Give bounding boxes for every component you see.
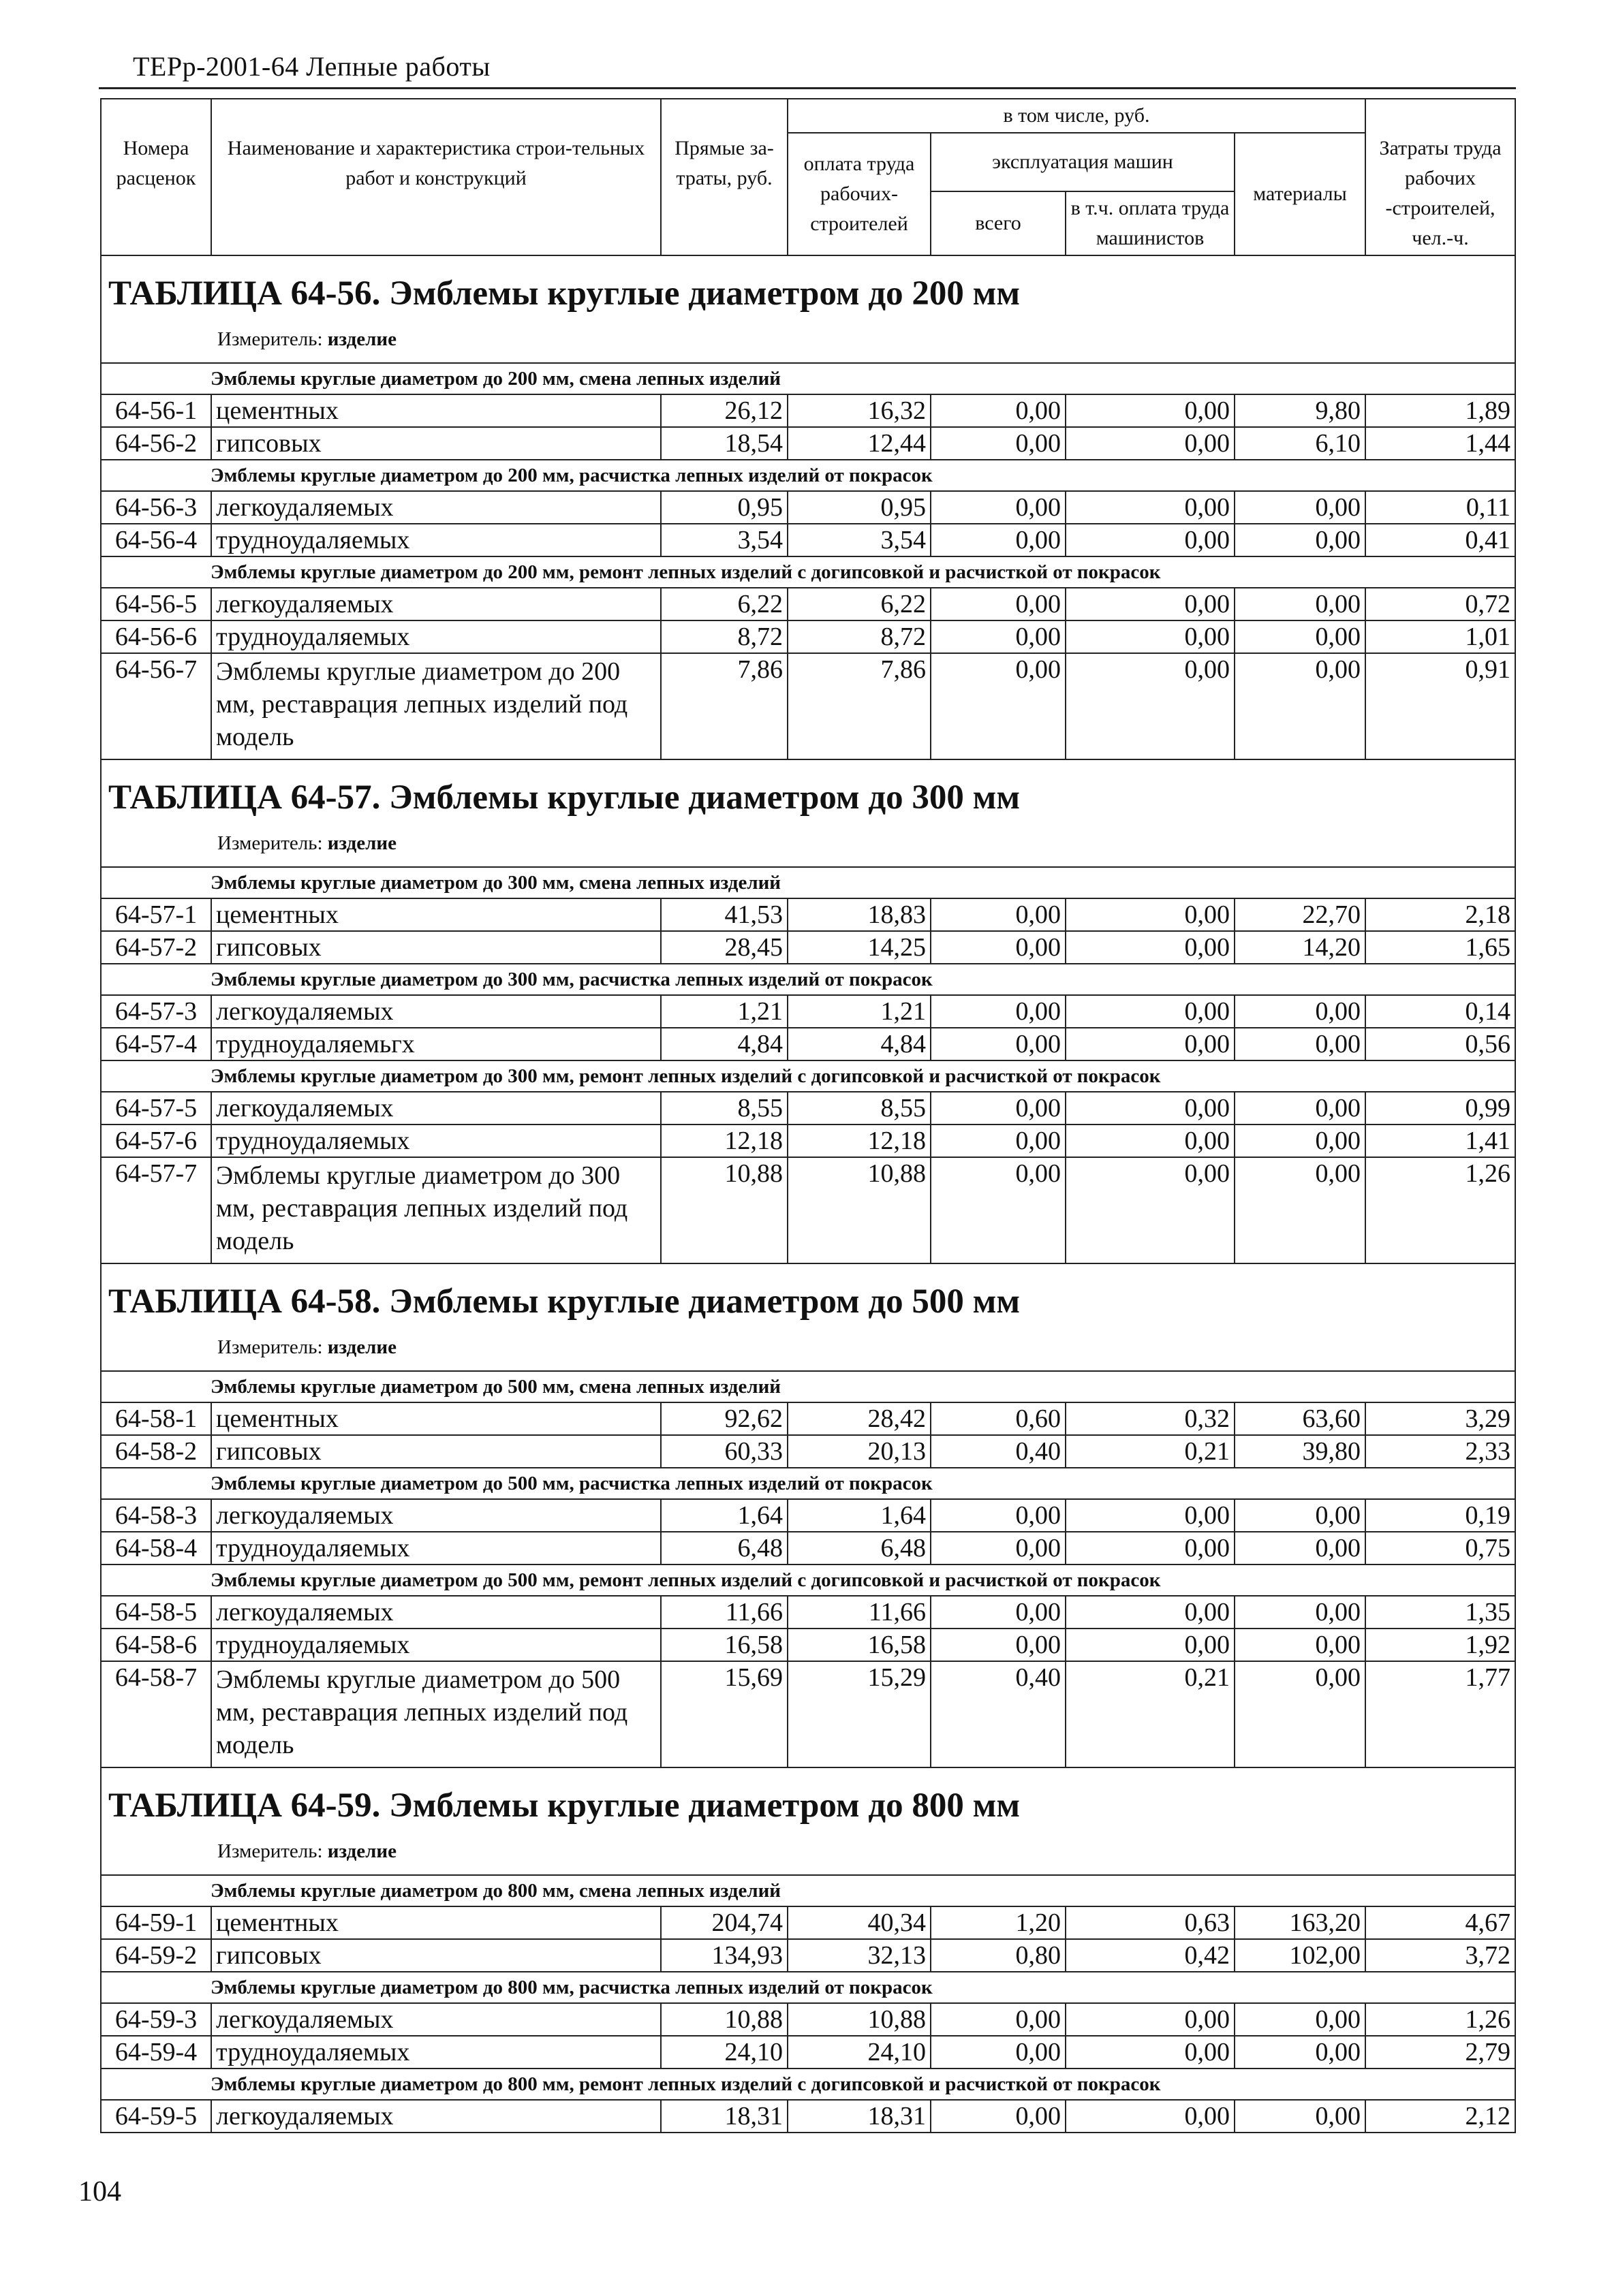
rate-code: 64-58-7 — [101, 1661, 211, 1767]
subsection-row — [101, 1060, 1515, 1092]
subsection-title: Эмблемы круглые диаметром до 800 мм, смена лепных изделий — [101, 1875, 1515, 1906]
table-row — [101, 394, 1515, 427]
work-name: цементных — [211, 1906, 661, 1939]
machines-total: 1,20 — [931, 1906, 1066, 1939]
subsection-row — [101, 460, 1515, 491]
machines-total: 0,00 — [931, 394, 1066, 427]
materials-cost: 0,00 — [1235, 524, 1365, 556]
meter-label: Измеритель: — [217, 1336, 323, 1358]
labor-pay: 10,88 — [788, 1157, 931, 1263]
table-row — [101, 427, 1515, 460]
direct-cost: 10,88 — [661, 2003, 788, 2036]
rate-code: 64-58-5 — [101, 1596, 211, 1629]
machines-labor-pay: 0,00 — [1066, 1629, 1235, 1661]
machines-labor-pay: 0,32 — [1066, 1402, 1235, 1435]
labor-pay: 12,18 — [788, 1125, 931, 1157]
machines-labor-pay: 0,00 — [1066, 2003, 1235, 2036]
rate-code: 64-58-1 — [101, 1402, 211, 1435]
labor-pay: 3,54 — [788, 524, 931, 556]
table-row — [101, 995, 1515, 1028]
labor-hours: 0,14 — [1365, 995, 1515, 1028]
machines-total: 0,00 — [931, 2036, 1066, 2069]
direct-cost: 12,18 — [661, 1125, 788, 1157]
section-heading: ТАБЛИЦА 64-59. Эмблемы круглые диаметром до 800 мм — [108, 1787, 1021, 1825]
rate-code: 64-56-4 — [101, 524, 211, 556]
meter-value: изделие — [327, 328, 397, 350]
direct-cost: 7,86 — [661, 653, 788, 759]
labor-hours: 3,72 — [1365, 1939, 1515, 1972]
table-row — [101, 1499, 1515, 1532]
machines-total: 0,00 — [931, 995, 1066, 1028]
table-row — [101, 1906, 1515, 1939]
materials-cost: 0,00 — [1235, 1157, 1365, 1263]
rate-code: 64-58-4 — [101, 1532, 211, 1564]
machines-total: 0,00 — [931, 1157, 1066, 1263]
machines-labor-pay: 0,00 — [1066, 931, 1235, 964]
work-name: трудноудаляемых — [211, 2036, 661, 2069]
meter-label: Измеритель: — [217, 328, 323, 350]
machines-labor-pay: 0,00 — [1066, 1092, 1235, 1125]
machines-labor-pay: 0,00 — [1066, 2036, 1235, 2069]
section-title-row — [101, 255, 1515, 363]
labor-pay: 10,88 — [788, 2003, 931, 2036]
materials-cost: 39,80 — [1235, 1435, 1365, 1468]
machines-labor-pay: 0,00 — [1066, 1596, 1235, 1629]
table-row — [101, 1402, 1515, 1435]
rate-code: 64-57-1 — [101, 898, 211, 931]
direct-cost: 1,64 — [661, 1499, 788, 1532]
materials-cost: 0,00 — [1235, 620, 1365, 653]
work-name: легкоудаляемых — [211, 588, 661, 620]
machines-labor-pay: 0,00 — [1066, 1157, 1235, 1263]
machines-labor-pay: 0,21 — [1066, 1435, 1235, 1468]
materials-cost: 0,00 — [1235, 995, 1365, 1028]
labor-hours: 1,77 — [1365, 1661, 1515, 1767]
labor-pay: 24,10 — [788, 2036, 931, 2069]
direct-cost: 134,93 — [661, 1939, 788, 1972]
col-header-machines-labor: в т.ч. оплата труда машинистов — [1066, 191, 1235, 255]
work-name: легкоудаляемых — [211, 995, 661, 1028]
page-number: 104 — [78, 2176, 121, 2207]
col-header-code: Номера расценок — [101, 99, 211, 255]
work-name: легкоудаляемых — [211, 491, 661, 524]
materials-cost: 0,00 — [1235, 2100, 1365, 2133]
machines-total: 0,00 — [931, 898, 1066, 931]
machines-total: 0,00 — [931, 427, 1066, 460]
meter-value: изделие — [327, 832, 397, 854]
subsection-row — [101, 1875, 1515, 1906]
materials-cost: 0,00 — [1235, 588, 1365, 620]
labor-pay: 8,72 — [788, 620, 931, 653]
materials-cost: 0,00 — [1235, 1629, 1365, 1661]
subsection-row — [101, 1972, 1515, 2003]
work-name: гипсовых — [211, 931, 661, 964]
labor-pay: 8,55 — [788, 1092, 931, 1125]
machines-labor-pay: 0,00 — [1066, 898, 1235, 931]
machines-labor-pay: 0,00 — [1066, 427, 1235, 460]
machines-total: 0,40 — [931, 1435, 1066, 1468]
machines-total: 0,00 — [931, 620, 1066, 653]
table-row — [101, 1661, 1515, 1767]
labor-pay: 11,66 — [788, 1596, 931, 1629]
machines-labor-pay: 0,00 — [1066, 394, 1235, 427]
work-name: трудноудаляемых — [211, 1532, 661, 1564]
machines-labor-pay: 0,00 — [1066, 620, 1235, 653]
labor-pay: 7,86 — [788, 653, 931, 759]
direct-cost: 15,69 — [661, 1661, 788, 1767]
materials-cost: 0,00 — [1235, 2003, 1365, 2036]
labor-pay: 1,64 — [788, 1499, 931, 1532]
rate-code: 64-59-3 — [101, 2003, 211, 2036]
materials-cost: 0,00 — [1235, 491, 1365, 524]
work-name: трудноудаляемых — [211, 620, 661, 653]
direct-cost: 8,72 — [661, 620, 788, 653]
rate-code: 64-56-7 — [101, 653, 211, 759]
materials-cost: 6,10 — [1235, 427, 1365, 460]
machines-total: 0,00 — [931, 2100, 1066, 2133]
direct-cost: 6,22 — [661, 588, 788, 620]
meter-label: Измеритель: — [217, 1840, 323, 1862]
machines-labor-pay: 0,42 — [1066, 1939, 1235, 1972]
materials-cost: 0,00 — [1235, 1499, 1365, 1532]
machines-labor-pay: 0,00 — [1066, 1028, 1235, 1060]
col-header-name: Наименование и характеристика строи-тельных работ и конструкций — [211, 99, 661, 255]
labor-pay: 18,31 — [788, 2100, 931, 2133]
direct-cost: 0,95 — [661, 491, 788, 524]
table-row — [101, 1629, 1515, 1661]
machines-total: 0,00 — [931, 1028, 1066, 1060]
rate-code: 64-59-2 — [101, 1939, 211, 1972]
machines-labor-pay: 0,00 — [1066, 1532, 1235, 1564]
section-title — [101, 1767, 1515, 1875]
table-row — [101, 1435, 1515, 1468]
subsection-row — [101, 867, 1515, 898]
materials-cost: 9,80 — [1235, 394, 1365, 427]
machines-total: 0,60 — [931, 1402, 1066, 1435]
work-name: цементных — [211, 898, 661, 931]
rate-code: 64-59-4 — [101, 2036, 211, 2069]
section-title-row — [101, 1263, 1515, 1371]
labor-pay: 16,58 — [788, 1629, 931, 1661]
machines-total: 0,00 — [931, 1092, 1066, 1125]
col-header-materials: материалы — [1235, 133, 1365, 255]
table-row — [101, 1092, 1515, 1125]
labor-pay: 12,44 — [788, 427, 931, 460]
machines-total: 0,00 — [931, 1629, 1066, 1661]
rate-code: 64-59-1 — [101, 1906, 211, 1939]
labor-hours: 1,26 — [1365, 2003, 1515, 2036]
work-name: цементных — [211, 394, 661, 427]
section-heading: ТАБЛИЦА 64-57. Эмблемы круглые диаметром до 300 мм — [108, 779, 1021, 817]
direct-cost: 6,48 — [661, 1532, 788, 1564]
rate-code: 64-56-2 — [101, 427, 211, 460]
work-name: гипсовых — [211, 427, 661, 460]
machines-labor-pay: 0,00 — [1066, 995, 1235, 1028]
direct-cost: 3,54 — [661, 524, 788, 556]
direct-cost: 18,31 — [661, 2100, 788, 2133]
labor-hours: 0,19 — [1365, 1499, 1515, 1532]
rate-code: 64-57-2 — [101, 931, 211, 964]
machines-labor-pay: 0,00 — [1066, 588, 1235, 620]
labor-pay: 6,22 — [788, 588, 931, 620]
table-row — [101, 588, 1515, 620]
labor-hours: 0,99 — [1365, 1092, 1515, 1125]
work-name: легкоудаляемых — [211, 2100, 661, 2133]
direct-cost: 92,62 — [661, 1402, 788, 1435]
work-name: Эмблемы круглые диаметром до 300 мм, реставрация лепных изделий под модель — [211, 1157, 661, 1263]
table-row — [101, 524, 1515, 556]
machines-total: 0,00 — [931, 491, 1066, 524]
materials-cost: 0,00 — [1235, 1125, 1365, 1157]
table-row — [101, 491, 1515, 524]
rate-code: 64-58-2 — [101, 1435, 211, 1468]
labor-hours: 0,72 — [1365, 588, 1515, 620]
labor-hours: 1,92 — [1365, 1629, 1515, 1661]
meter-line — [108, 1838, 1509, 1865]
machines-total: 0,40 — [931, 1661, 1066, 1767]
table-row — [101, 931, 1515, 964]
rate-code: 64-57-3 — [101, 995, 211, 1028]
direct-cost: 11,66 — [661, 1596, 788, 1629]
direct-cost: 16,58 — [661, 1629, 788, 1661]
labor-hours: 1,41 — [1365, 1125, 1515, 1157]
table-row — [101, 653, 1515, 759]
subsection-title: Эмблемы круглые диаметром до 800 мм, ремонт лепных изделий с догипсовкой и расчисткой от покрасок — [101, 2069, 1515, 2100]
machines-total: 0,00 — [931, 653, 1066, 759]
materials-cost: 0,00 — [1235, 1532, 1365, 1564]
subsection-row — [101, 363, 1515, 394]
subsection-title: Эмблемы круглые диаметром до 300 мм, ремонт лепных изделий с догипсовкой и расчисткой от покрасок — [101, 1060, 1515, 1092]
labor-hours: 1,26 — [1365, 1157, 1515, 1263]
direct-cost: 8,55 — [661, 1092, 788, 1125]
subsection-title: Эмблемы круглые диаметром до 300 мм, расчистка лепных изделий от покрасок — [101, 964, 1515, 995]
meter-line — [108, 326, 1509, 353]
materials-cost: 14,20 — [1235, 931, 1365, 964]
rate-code: 64-57-4 — [101, 1028, 211, 1060]
machines-labor-pay: 0,00 — [1066, 524, 1235, 556]
labor-hours: 1,44 — [1365, 427, 1515, 460]
labor-hours: 4,67 — [1365, 1906, 1515, 1939]
section-heading: ТАБЛИЦА 64-58. Эмблемы круглые диаметром до 500 мм — [108, 1283, 1021, 1321]
labor-hours: 0,75 — [1365, 1532, 1515, 1564]
labor-hours: 0,41 — [1365, 524, 1515, 556]
labor-pay: 1,21 — [788, 995, 931, 1028]
machines-total: 0,00 — [931, 1499, 1066, 1532]
header-rule — [99, 87, 1516, 89]
subsection-title: Эмблемы круглые диаметром до 500 мм, смена лепных изделий — [101, 1371, 1515, 1402]
direct-cost: 10,88 — [661, 1157, 788, 1263]
machines-total: 0,00 — [931, 1532, 1066, 1564]
labor-pay: 0,95 — [788, 491, 931, 524]
col-header-machines-group: эксплуатация машин — [931, 133, 1235, 191]
labor-pay: 40,34 — [788, 1906, 931, 1939]
rate-code: 64-58-3 — [101, 1499, 211, 1532]
subsection-row — [101, 556, 1515, 588]
rate-code: 64-56-6 — [101, 620, 211, 653]
materials-cost: 22,70 — [1235, 898, 1365, 931]
col-header-machines-total: всего — [931, 191, 1066, 255]
direct-cost: 1,21 — [661, 995, 788, 1028]
materials-cost: 0,00 — [1235, 653, 1365, 759]
table-row — [101, 1028, 1515, 1060]
subsection-row — [101, 2069, 1515, 2100]
machines-total: 0,00 — [931, 931, 1066, 964]
labor-pay: 15,29 — [788, 1661, 931, 1767]
table-row — [101, 2003, 1515, 2036]
col-header-direct: Прямые за-траты, руб. — [661, 99, 788, 255]
table-row — [101, 1532, 1515, 1564]
work-name: Эмблемы круглые диаметром до 500 мм, реставрация лепных изделий под модель — [211, 1661, 661, 1767]
header-row-1 — [101, 99, 1515, 133]
materials-cost: 0,00 — [1235, 1661, 1365, 1767]
materials-cost: 0,00 — [1235, 1028, 1365, 1060]
work-name: легкоудаляемых — [211, 1092, 661, 1125]
section-title-row — [101, 759, 1515, 867]
direct-cost: 28,45 — [661, 931, 788, 964]
labor-pay: 20,13 — [788, 1435, 931, 1468]
section-title — [101, 1263, 1515, 1371]
subsection-row — [101, 1371, 1515, 1402]
meter-label: Измеритель: — [217, 832, 323, 854]
subsection-row — [101, 1564, 1515, 1596]
work-name: трудноудаляемых — [211, 524, 661, 556]
materials-cost: 0,00 — [1235, 1596, 1365, 1629]
meter-value: изделие — [327, 1336, 397, 1358]
machines-labor-pay: 0,00 — [1066, 653, 1235, 759]
labor-hours: 2,79 — [1365, 2036, 1515, 2069]
labor-pay: 16,32 — [788, 394, 931, 427]
machines-total: 0,00 — [931, 2003, 1066, 2036]
section-title — [101, 759, 1515, 867]
subsection-title: Эмблемы круглые диаметром до 200 мм, расчистка лепных изделий от покрасок — [101, 460, 1515, 491]
subsection-title: Эмблемы круглые диаметром до 200 мм, ремонт лепных изделий с догипсовкой и расчисткой от покрасок — [101, 556, 1515, 588]
machines-labor-pay: 0,00 — [1066, 1499, 1235, 1532]
col-header-incl-group: в том числе, руб. — [788, 99, 1365, 133]
machines-labor-pay: 0,00 — [1066, 491, 1235, 524]
materials-cost: 163,20 — [1235, 1906, 1365, 1939]
rate-code: 64-57-6 — [101, 1125, 211, 1157]
labor-hours: 2,12 — [1365, 2100, 1515, 2133]
rate-code: 64-56-1 — [101, 394, 211, 427]
table-row — [101, 1939, 1515, 1972]
table-row — [101, 898, 1515, 931]
rate-code: 64-57-7 — [101, 1157, 211, 1263]
rate-code: 64-58-6 — [101, 1629, 211, 1661]
machines-labor-pay: 0,00 — [1066, 1125, 1235, 1157]
labor-hours: 1,89 — [1365, 394, 1515, 427]
labor-hours: 1,65 — [1365, 931, 1515, 964]
machines-total: 0,00 — [931, 1596, 1066, 1629]
subsection-row — [101, 964, 1515, 995]
col-header-labor: оплата труда рабочих-строителей — [788, 133, 931, 255]
rate-code: 64-57-5 — [101, 1092, 211, 1125]
work-name: гипсовых — [211, 1939, 661, 1972]
work-name: Эмблемы круглые диаметром до 200 мм, реставрация лепных изделий под модель — [211, 653, 661, 759]
work-name: цементных — [211, 1402, 661, 1435]
subsection-row — [101, 1468, 1515, 1499]
table-row — [101, 620, 1515, 653]
work-name: легкоудаляемых — [211, 2003, 661, 2036]
work-name: трудноудаляемых — [211, 1125, 661, 1157]
direct-cost: 204,74 — [661, 1906, 788, 1939]
work-name: легкоудаляемых — [211, 1596, 661, 1629]
direct-cost: 26,12 — [661, 394, 788, 427]
rate-code: 64-56-5 — [101, 588, 211, 620]
labor-pay: 32,13 — [788, 1939, 931, 1972]
materials-cost: 63,60 — [1235, 1402, 1365, 1435]
machines-labor-pay: 0,21 — [1066, 1661, 1235, 1767]
materials-cost: 102,00 — [1235, 1939, 1365, 1972]
rate-code: 64-59-5 — [101, 2100, 211, 2133]
direct-cost: 4,84 — [661, 1028, 788, 1060]
materials-cost: 0,00 — [1235, 2036, 1365, 2069]
subsection-title: Эмблемы круглые диаметром до 300 мм, смена лепных изделий — [101, 867, 1515, 898]
running-header: ТЕРр-2001-64 Лепные работы — [133, 51, 491, 82]
work-name: трудноудаляемьгх — [211, 1028, 661, 1060]
labor-hours: 0,56 — [1365, 1028, 1515, 1060]
section-title — [101, 255, 1515, 363]
direct-cost: 24,10 — [661, 2036, 788, 2069]
labor-hours: 1,35 — [1365, 1596, 1515, 1629]
work-name: гипсовых — [211, 1435, 661, 1468]
work-name: трудноудаляемых — [211, 1629, 661, 1661]
section-title-row — [101, 1767, 1515, 1875]
machines-labor-pay: 0,00 — [1066, 2100, 1235, 2133]
table-row — [101, 1596, 1515, 1629]
table-row — [101, 2036, 1515, 2069]
direct-cost: 60,33 — [661, 1435, 788, 1468]
meter-value: изделие — [327, 1840, 397, 1862]
subsection-title: Эмблемы круглые диаметром до 500 мм, ремонт лепных изделий с догипсовкой и расчисткой от покрасок — [101, 1564, 1515, 1596]
meter-line — [108, 830, 1509, 857]
section-heading: ТАБЛИЦА 64-56. Эмблемы круглые диаметром до 200 мм — [108, 274, 1021, 313]
rates-table — [100, 98, 1516, 2133]
rate-code: 64-56-3 — [101, 491, 211, 524]
labor-hours: 2,33 — [1365, 1435, 1515, 1468]
table-row — [101, 1157, 1515, 1263]
labor-hours: 1,01 — [1365, 620, 1515, 653]
work-name: легкоудаляемых — [211, 1499, 661, 1532]
machines-labor-pay: 0,63 — [1066, 1906, 1235, 1939]
col-header-labor-cost: Затраты труда рабочих -строителей, чел.-ч. — [1365, 99, 1515, 255]
subsection-title: Эмблемы круглые диаметром до 200 мм, смена лепных изделий — [101, 363, 1515, 394]
table-row — [101, 1125, 1515, 1157]
machines-total: 0,00 — [931, 1125, 1066, 1157]
subsection-title: Эмблемы круглые диаметром до 500 мм, расчистка лепных изделий от покрасок — [101, 1468, 1515, 1499]
subsection-title: Эмблемы круглые диаметром до 800 мм, расчистка лепных изделий от покрасок — [101, 1972, 1515, 2003]
labor-pay: 28,42 — [788, 1402, 931, 1435]
machines-total: 0,80 — [931, 1939, 1066, 1972]
labor-pay: 18,83 — [788, 898, 931, 931]
meter-line — [108, 1334, 1509, 1361]
direct-cost: 41,53 — [661, 898, 788, 931]
labor-pay: 4,84 — [788, 1028, 931, 1060]
labor-hours: 2,18 — [1365, 898, 1515, 931]
labor-hours: 3,29 — [1365, 1402, 1515, 1435]
machines-total: 0,00 — [931, 588, 1066, 620]
direct-cost: 18,54 — [661, 427, 788, 460]
machines-total: 0,00 — [931, 524, 1066, 556]
table-row — [101, 2100, 1515, 2133]
labor-hours: 0,11 — [1365, 491, 1515, 524]
materials-cost: 0,00 — [1235, 1092, 1365, 1125]
labor-pay: 14,25 — [788, 931, 931, 964]
labor-hours: 0,91 — [1365, 653, 1515, 759]
labor-pay: 6,48 — [788, 1532, 931, 1564]
